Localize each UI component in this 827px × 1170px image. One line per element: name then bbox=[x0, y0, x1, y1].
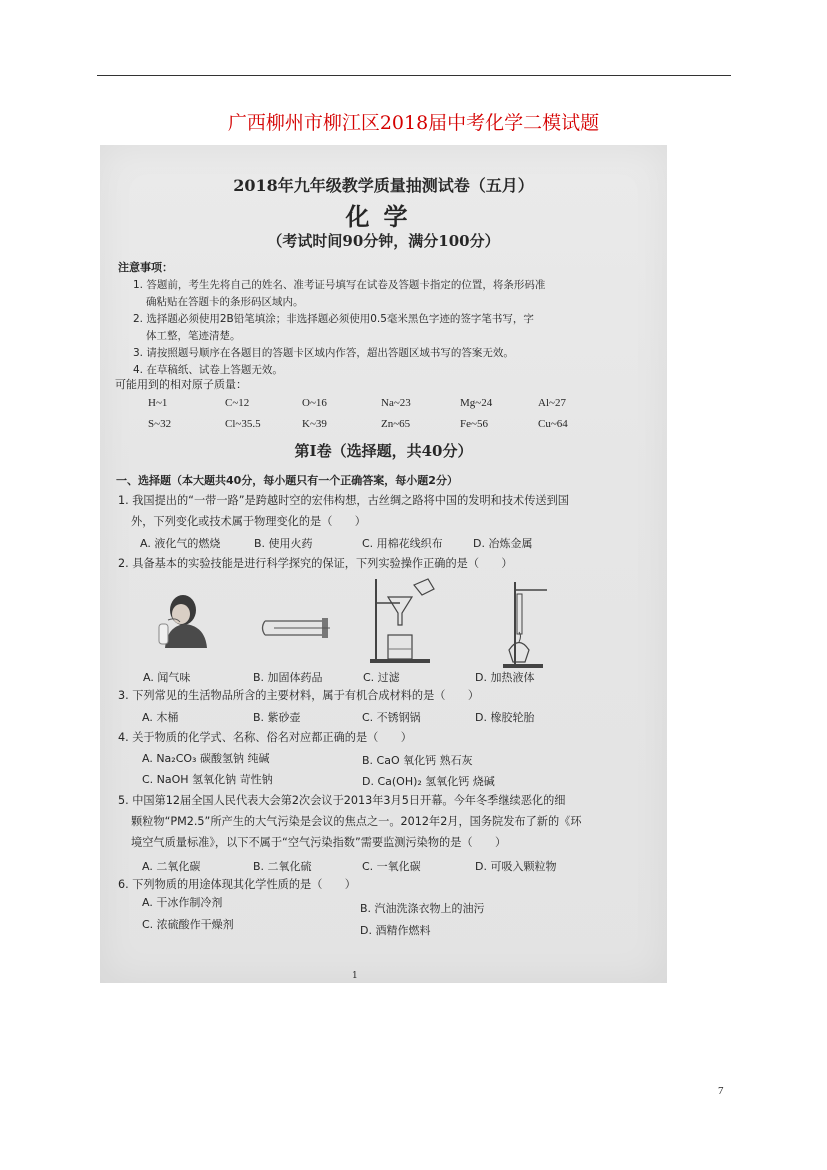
question-4-line: 4. 关于物质的化学式、名称、俗名对应都正确的是（ ） bbox=[118, 731, 412, 744]
question-3-line: 3. 下列常见的生活物品所含的主要材料，属于有机合成材料的是（ ） bbox=[118, 689, 480, 702]
atomic-mass: Fe~56 bbox=[460, 418, 488, 430]
atomic-mass: Mg~24 bbox=[460, 397, 493, 409]
photo-page-number: 1 bbox=[352, 971, 358, 981]
q6-option-b: B. 汽油洗涤衣物上的油污 bbox=[360, 902, 485, 915]
exam-title: 2018年九年级教学质量抽测试卷（五月） bbox=[233, 176, 534, 195]
question-6-line: 6. 下列物质的用途体现其化学性质的是（ ） bbox=[118, 878, 356, 891]
q3-option-d: D. 橡胶轮胎 bbox=[475, 711, 535, 724]
header-rule bbox=[97, 75, 731, 76]
atomic-mass: Cu~64 bbox=[538, 418, 568, 430]
q4-option-b: B. CaO 氧化钙 熟石灰 bbox=[362, 754, 473, 767]
atomic-mass: O~16 bbox=[302, 397, 327, 409]
q3-option-b: B. 紫砂壶 bbox=[253, 711, 301, 724]
question-2-line: 2. 具备基本的实验技能是进行科学探究的保证，下列实验操作正确的是（ ） bbox=[118, 557, 513, 570]
q4-option-d: D. Ca(OH)₂ 氢氧化钙 烧碱 bbox=[362, 775, 495, 788]
q6-option-a: A. 干冰作制冷剂 bbox=[142, 896, 223, 909]
heating-liquid-illustration bbox=[495, 580, 555, 670]
note-line: 4. 在草稿纸、试卷上答题无效。 bbox=[133, 364, 283, 376]
q5-option-d: D. 可吸入颗粒物 bbox=[475, 860, 557, 873]
q5-option-b: B. 二氧化硫 bbox=[253, 860, 312, 873]
q2-option-d: D. 加热液体 bbox=[475, 671, 535, 684]
question-1-line: 1. 我国提出的“一带一路”是跨越时空的宏伟构想，古丝绸之路将中国的发明和技术传送到国 bbox=[118, 494, 569, 507]
q1-option-d: D. 冶炼金属 bbox=[473, 537, 533, 550]
q1-option-c: C. 用棉花线织布 bbox=[362, 537, 443, 550]
q2-option-a: A. 闻气味 bbox=[143, 671, 191, 684]
q2-option-c: C. 过滤 bbox=[363, 671, 400, 684]
q3-option-a: A. 木桶 bbox=[142, 711, 179, 724]
note-line: 确粘贴在答题卡的条形码区域内。 bbox=[146, 296, 304, 308]
question-1-line: 外，下列变化或技术属于物理变化的是（ ） bbox=[131, 515, 366, 528]
atomic-mass: S~32 bbox=[148, 418, 172, 430]
question-5-line: 颗粒物“PM2.5”所产生的大气污染是会议的焦点之一。2012年2月，国务院发布了新的《环 bbox=[131, 815, 582, 828]
exam-subject: 化学 bbox=[345, 202, 422, 231]
document-title: 广西柳州市柳江区2018届中考化学二模试题 bbox=[227, 112, 600, 134]
note-line: 2. 选择题必须使用2B铅笔填涂；非选择题必须使用0.5毫米黑色字迹的签字笔书写，字 bbox=[133, 313, 534, 325]
q3-option-c: C. 不锈钢锅 bbox=[362, 711, 421, 724]
note-line: 3. 请按照题号顺序在各题目的答题卡区域内作答，超出答题区域书写的答案无效。 bbox=[133, 347, 514, 359]
atomic-mass: Al~27 bbox=[538, 397, 566, 409]
atomic-mass: C~12 bbox=[225, 397, 250, 409]
exam-time-note: （考试时间90分钟，满分100分） bbox=[267, 232, 500, 250]
exam-page-photo bbox=[100, 145, 667, 983]
question-5-line: 5. 中国第12届全国人民代表大会第2次会议于2013年3月5日开幕。今年冬季继续恶化的细 bbox=[118, 794, 566, 807]
notes-heading: 注意事项： bbox=[118, 261, 173, 274]
part-title: 第Ⅰ卷（选择题，共40分） bbox=[294, 442, 473, 460]
atomic-mass: K~39 bbox=[302, 418, 327, 430]
test-tube-illustration bbox=[260, 613, 335, 643]
question-5-line: 境空气质量标准》，以下不属于“空气污染指数”需要监测污染物的是（ ） bbox=[131, 836, 507, 849]
section-title: 一、选择题（本大题共40分，每小题只有一个正确答案，每小题2分） bbox=[116, 474, 458, 487]
atomic-mass: Na~23 bbox=[381, 397, 411, 409]
q1-option-b: B. 使用火药 bbox=[254, 537, 313, 550]
atomic-mass: Cl~35.5 bbox=[225, 418, 261, 430]
q4-option-a: A. Na₂CO₃ 碳酸氢钠 纯碱 bbox=[142, 752, 270, 765]
q6-option-c: C. 浓硫酸作干燥剂 bbox=[142, 918, 234, 931]
atomic-mass-heading: 可能用到的相对原子质量： bbox=[115, 378, 247, 391]
q2-option-b: B. 加固体药品 bbox=[253, 671, 323, 684]
q5-option-a: A. 二氧化碳 bbox=[142, 860, 201, 873]
q4-option-c: C. NaOH 氢氧化钠 苛性钠 bbox=[142, 773, 273, 786]
page-number: 7 bbox=[718, 1085, 724, 1097]
q6-option-d: D. 酒精作燃料 bbox=[360, 924, 431, 937]
note-line: 1. 答题前，考生先将自己的姓名、准考证号填写在试卷及答题卡指定的位置，将条形码准 bbox=[133, 279, 546, 291]
q5-option-c: C. 一氧化碳 bbox=[362, 860, 421, 873]
note-line: 体工整，笔迹清楚。 bbox=[146, 330, 241, 342]
q1-option-a: A. 液化气的燃烧 bbox=[140, 537, 221, 550]
atomic-mass: Zn~65 bbox=[381, 418, 411, 430]
smelling-person-illustration bbox=[155, 590, 215, 650]
atomic-mass: H~1 bbox=[148, 397, 168, 409]
filtration-apparatus-illustration bbox=[370, 575, 445, 665]
